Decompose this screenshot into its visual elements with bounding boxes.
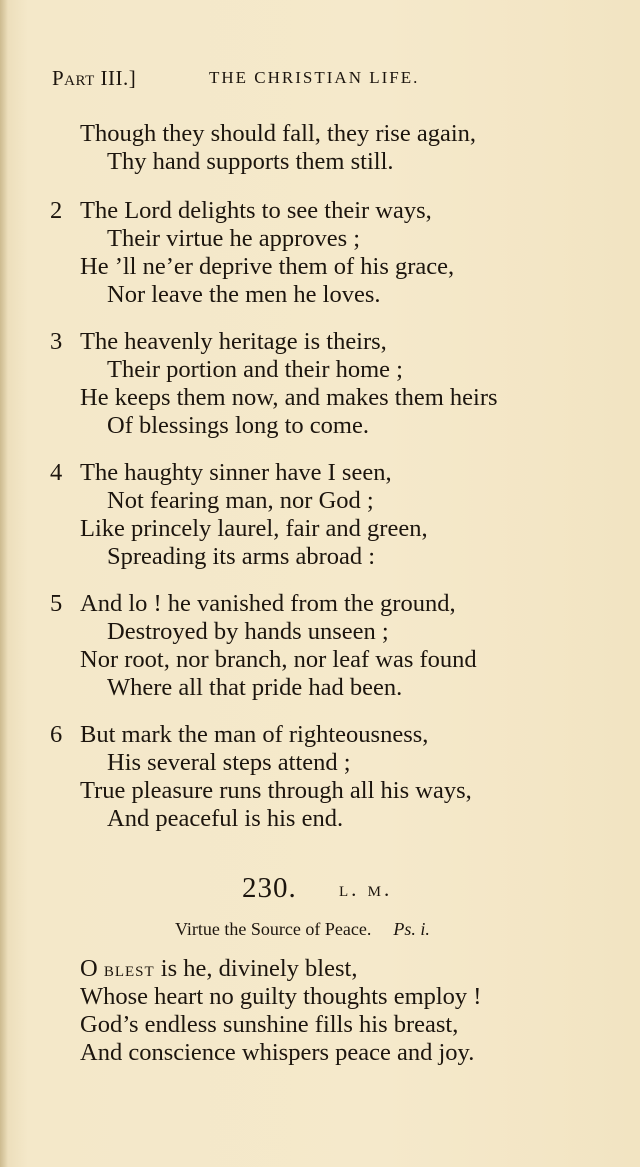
verse-line: He ’ll ne’er deprive them of his grace, [80, 253, 455, 280]
hymn-meter: l. m. [339, 877, 393, 901]
first-line-rest: is he, divinely blest, [154, 955, 358, 982]
header-part: Part III.] [52, 66, 137, 90]
verse-line: God’s endless sunshine fills his breast, [80, 1011, 459, 1038]
verse-line: Though they should fall, they rise again, [80, 120, 476, 147]
verse-line: Thy hand supports them still. [107, 148, 394, 175]
running-header [52, 66, 612, 96]
verse-line: Nor root, nor branch, nor leaf was found [80, 646, 477, 673]
verse-line: The haughty sinner have I seen, [80, 459, 392, 486]
verse-line: And lo ! he vanished from the ground, [80, 590, 456, 617]
stanza-number: 4 [50, 459, 63, 486]
verse-line: Of blessings long to come. [107, 412, 369, 439]
stanza-number: 5 [50, 590, 63, 617]
verse-line: Their virtue he approves ; [107, 225, 361, 252]
verse-line: Where all that pride had been. [107, 674, 403, 701]
verse-line: Nor leave the men he loves. [107, 281, 381, 308]
hymn-number: 230. [242, 872, 297, 904]
verse-line: The heavenly heritage is theirs, [80, 328, 387, 355]
verse-line: His several steps attend ; [107, 749, 351, 776]
verse-line: And conscience whispers peace and joy. [80, 1039, 475, 1066]
verse-line: Like princely laurel, fair and green, [80, 515, 428, 542]
verse-line: He keeps them now, and makes them heirs [80, 384, 498, 411]
stanza-number: 3 [50, 328, 63, 355]
hymn-subtitle [175, 919, 430, 940]
header-title: THE CHRISTIAN LIFE. [209, 68, 420, 87]
first-word-lead: O [80, 955, 98, 982]
page-gutter-shadow [0, 0, 8, 1167]
verse-line: Not fearing man, nor God ; [107, 487, 374, 514]
hymn-subtitle-text: Virtue the Source of Peace. [175, 919, 372, 939]
verse-line [80, 955, 357, 983]
verse-line: Whose heart no guilty thoughts employ ! [80, 983, 482, 1010]
verse-line: And peaceful is his end. [107, 805, 344, 832]
verse-line: Spreading its arms abroad : [107, 543, 376, 570]
first-word-small-caps: blest [103, 957, 155, 981]
verse-line: Their portion and their home ; [107, 356, 403, 383]
verse-line: Destroyed by hands unseen ; [107, 618, 389, 645]
verse-line: The Lord delights to see their ways, [80, 197, 432, 224]
verse-line: True pleasure runs through all his ways, [80, 777, 472, 804]
scripture-reference: Ps. i. [393, 919, 430, 939]
stanza-number: 6 [50, 721, 63, 748]
verse-line: But mark the man of righteousness, [80, 721, 429, 748]
stanza-number: 2 [50, 197, 63, 224]
